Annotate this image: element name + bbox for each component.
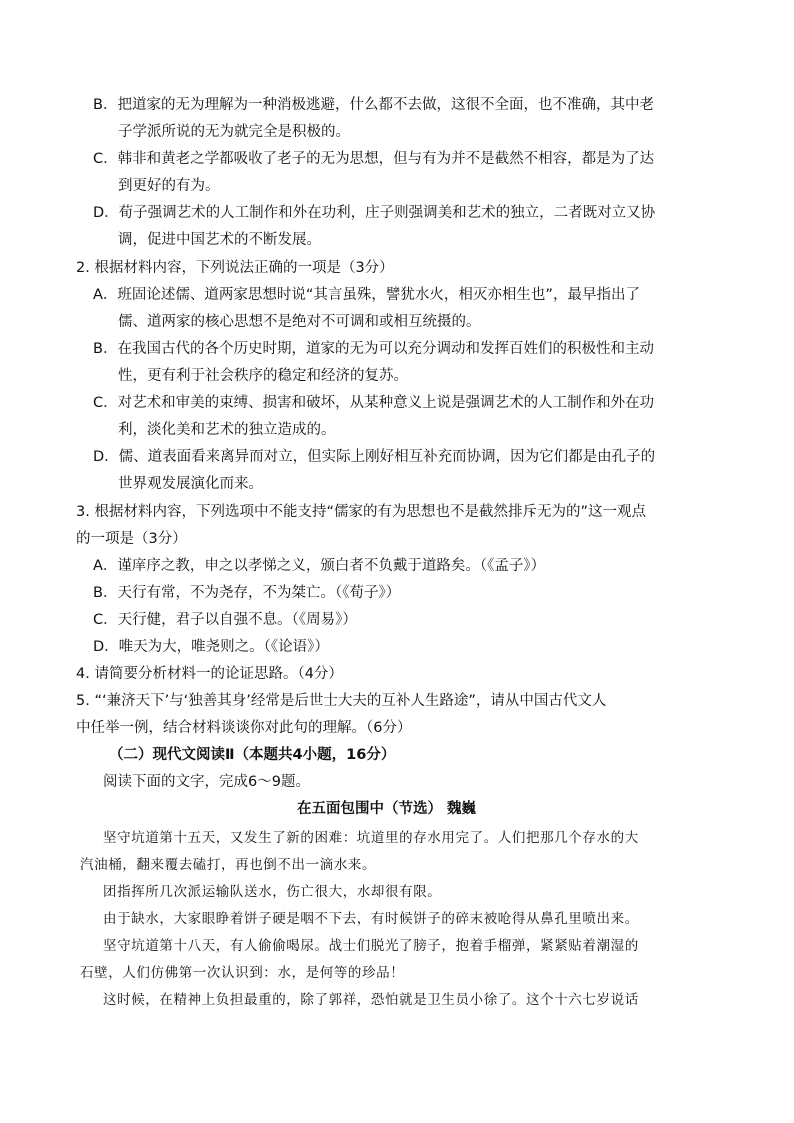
q5-stem-line1: 5. “‘兼济天下’与‘独善其身’经常是后世士大夫的互补人生路途”，请从中国古代文人 [76, 693, 607, 709]
section-title: （二）现代文阅读Ⅱ（本题共4小题，16分） [109, 747, 396, 763]
q1-option-c-line1: C．韩非和黄老之学都吸收了老子的无为思想，但与有为并不是截然不相容，都是为了达 [93, 151, 655, 167]
q1-option-c-line2: 到更好的有为。 [118, 178, 220, 194]
q2-option-b-line2: 性，更有利于社会秩序的稳定和经济的复苏。 [118, 368, 408, 384]
q3-option-d: D．唯天为大，唯尧则之。（《论语》） [93, 639, 329, 655]
passage-p4-line2: 石壁，人们仿佛第一次认识到：水，是何等的珍品！ [80, 965, 405, 981]
passage-p2-line1: 团指挥所几次派运输队送水，伤亡很大，水却很有限。 [103, 884, 442, 900]
passage-p4-line1: 坚守坑道第十八天，有人偷偷喝尿。战士们脱光了膀子，抱着手榴弹，紧紧贴着潮湿的 [103, 938, 639, 954]
section-instruction: 阅读下面的文字，完成6～9题。 [103, 774, 310, 790]
q2-option-d-line1: D．儒、道表面看来离异而对立，但实际上刚好相互补充而协调，因为它们都是由孔子的 [93, 449, 656, 465]
q2-stem: 2. 根据材料内容，下列说法正确的一项是（3分） [76, 260, 394, 276]
q2-option-b-line1: B．在我国古代的各个历史时期，道家的无为可以充分调动和发挥百姓们的积极性和主动 [93, 341, 654, 357]
q2-option-c-line1: C．对艺术和审美的束缚、损害和破坏，从某种意义上说是强调艺术的人工制作和外在功 [93, 395, 655, 411]
q1-option-d-line1: D．荀子强调艺术的人工制作和外在功利，庄子则强调美和艺术的独立，二者既对立又协 [93, 205, 656, 221]
q2-option-a-line2: 儒、道两家的核心思想不是绝对不可调和或相互统摄的。 [118, 314, 481, 330]
q5-stem-line2: 中任举一例，结合材料谈谈你对此句的理解。（6分） [76, 720, 412, 736]
q1-option-b-line1: B．把道家的无为理解为一种消极逃避，什么都不去做，这很不全面，也不准确，其中老 [93, 97, 654, 113]
passage-p1-line1: 坚守坑道第十五天，又发生了新的困难：坑道里的存水用完了。人们把那几个存水的大 [103, 830, 639, 846]
q2-option-c-line2: 利，淡化美和艺术的独立造成的。 [118, 422, 336, 438]
q1-option-d-line2: 调，促进中国艺术的不断发展。 [118, 232, 321, 248]
q3-option-b: B．天行有常，不为尧存，不为桀亡。（《荀子》） [93, 585, 401, 601]
reading-title: 在五面包围中（节选） 魏巍 [297, 801, 477, 817]
q2-option-a-line1: A．班固论述儒、道两家思想时说“其言虽殊，譬犹水火，相灭亦相生也”，最早指出了 [93, 287, 640, 303]
passage-p1-line2: 汽油桶，翻来覆去磕打，再也倒不出一滴水来。 [80, 857, 377, 873]
passage-p5-line1: 这时候，在精神上负担最重的，除了郭祥，恐怕就是卫生员小徐了。这个十六七岁说话 [103, 992, 639, 1008]
q3-stem-line1: 3. 根据材料内容，下列选项中不能支持“儒家的有为思想也不是截然排斥无为的”这一观点 [76, 504, 646, 520]
q4-stem: 4. 请简要分析材料一的论证思路。（4分） [76, 666, 343, 682]
q3-option-c: C．天行健，君子以自强不息。（《周易》） [93, 612, 357, 628]
q3-option-a: A．谨庠序之教，申之以孝悌之义，颁白者不负戴于道路矣。（《孟子》） [93, 558, 546, 574]
q1-option-b-line2: 子学派所说的无为就完全是积极的。 [118, 124, 350, 140]
q3-stem-line2: 的一项是（3分） [76, 531, 187, 547]
q2-option-d-line2: 世界观发展演化而来。 [118, 476, 263, 492]
passage-p3-line1: 由于缺水，大家眼睁着饼子硬是咽不下去，有时候饼子的碎末被呛得从鼻孔里喷出来。 [103, 911, 639, 927]
